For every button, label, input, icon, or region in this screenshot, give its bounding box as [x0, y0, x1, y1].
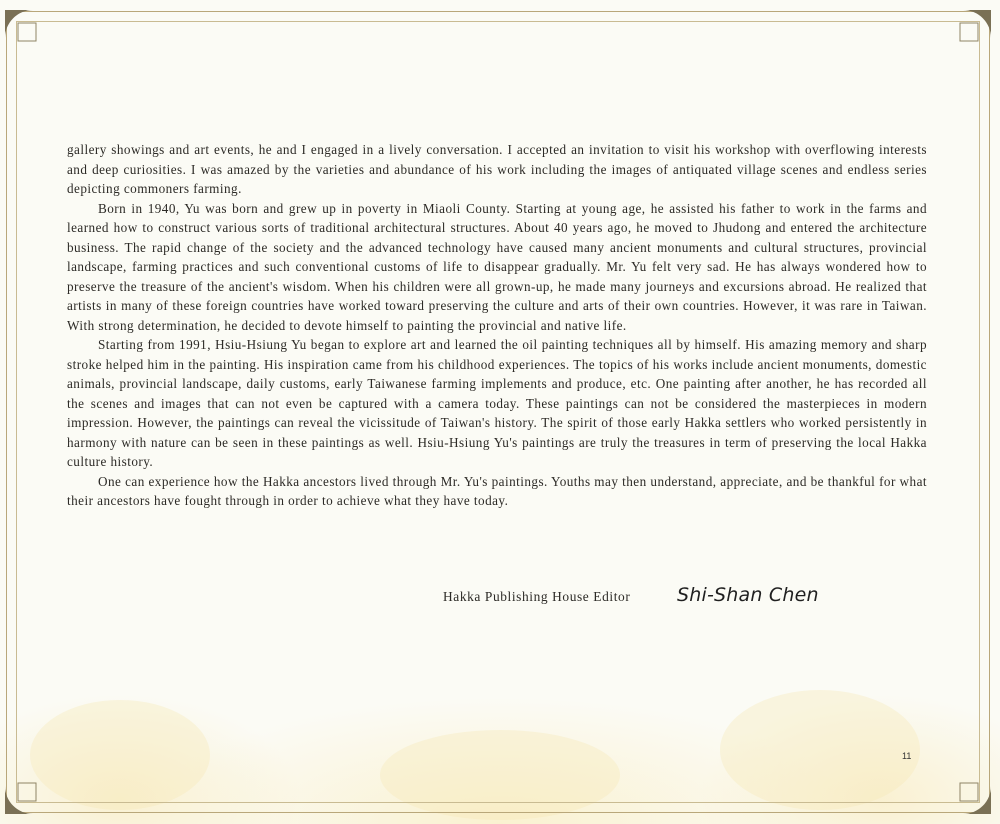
paragraph: One can experience how the Hakka ancestors lived through Mr. Yu's paintings. Youths may then understand, appreciate, and be thankful for what their ancestors have fought through in order to achieve what they have today. [67, 473, 927, 508]
corner-ornament-bottom-right [957, 780, 991, 814]
editor-signature: Shi-Shan Chen [677, 584, 819, 606]
corner-ornament-top-right [957, 10, 991, 44]
body-text [67, 140, 927, 511]
corner-ornament-top-left [5, 10, 39, 44]
corner-ornament-bottom-left [5, 780, 39, 814]
paragraph: Starting from 1991, Hsiu-Hsiung Yu began to explore art and learned the oil painting techniques all by himself. His amazing memory and sharp stroke helped him in the painting. His inspiration came from his childhood experiences. The topics of his works include ancient monuments, domestic animals, provincial landscape, daily customs, early Taiwanese farming implements and produce, etc. One painting after another, he has recorded all the scenes and images that can not even be captured with a camera today. These paintings can not be considered the masterpieces in modern impression. However, the paintings can reveal the vicissitude of Taiwan's history. The spirit of those early Hakka settlers who worked persistently in harmony with nature can be seen in these paintings as well. Hsiu-Hsiung Yu's paintings are truly the treasures in term of preserving the local Hakka culture history. [67, 337, 927, 469]
paragraph: Born in 1940, Yu was born and grew up in poverty in Miaoli County. Starting at young age, he assisted his father to work in the farms and learned how to construct various sorts of traditional architectural structures. About 40 years ago, he moved to Jhudong and entered the architecture business. The rapid change of the society and the advanced technology have caused many ancient monuments and cultural structures, provincial landscape, farming practices and such conventional customs of life to disappear gradually. Mr. Yu felt very sad. He has always wondered how to preserve the treasure of the ancient's wisdom. When his children were all grown-up, he made many journeys and excursions abroad. He realized that artists in many of these foreign countries have worked toward preserving the culture and arts of their own countries. However, it was rare in Taiwan. With strong determination, he decided to devote himself to painting the provincial and native life. [67, 200, 927, 333]
paragraph: gallery showings and art events, he and I engaged in a lively conversation. I accepted an invitation to visit his workshop with overflowing interests and deep curiosities. I was amazed by the varieties and abundance of his work including the images of antiquated village scenes and endless series depicting commoners farming. [67, 142, 927, 196]
page-number: 11 [902, 751, 912, 761]
editor-title: Hakka Publishing House Editor [443, 589, 631, 604]
signature-line [443, 584, 863, 608]
